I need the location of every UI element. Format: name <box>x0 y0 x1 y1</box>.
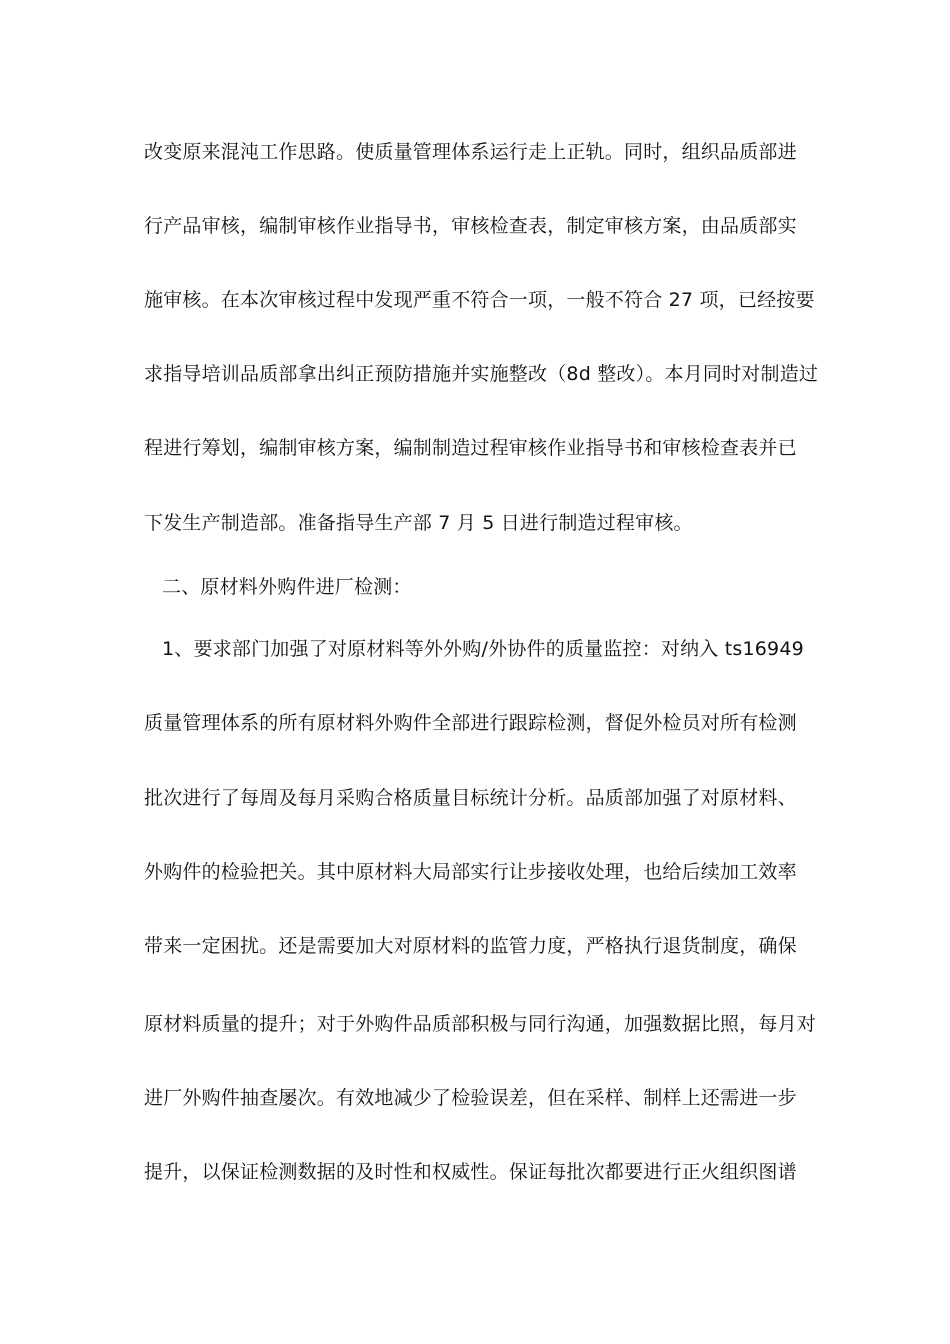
paragraph-line: 施审核。在本次审核过程中发现严重不符合一项，一般不符合 27 项，已经按要 <box>144 289 815 311</box>
paragraph-line: 程进行筹划，编制审核方案，编制制造过程审核作业指导书和审核检查表并已 <box>144 437 797 459</box>
paragraph-line: 原材料质量的提升；对于外购件品质部积极与同行沟通，加强数据比照，每月对 <box>144 1013 817 1035</box>
paragraph-line: 下发生产制造部。准备指导生产部 7 月 5 日进行制造过程审核。 <box>144 512 693 534</box>
paragraph-line: 行产品审核，编制审核作业指导书，审核检查表，制定审核方案，由品质部实 <box>144 215 797 237</box>
paragraph-line: 质量管理体系的所有原材料外购件全部进行跟踪检测，督促外检员对所有检测 <box>144 712 797 734</box>
paragraph-line: 改变原来混沌工作思路。使质量管理体系运行走上正轨。同时，组织品质部进 <box>144 141 797 163</box>
paragraph-line: 带来一定困扰。还是需要加大对原材料的监管力度，严格执行退货制度，确保 <box>144 935 797 957</box>
paragraph-line: 求指导培训品质部拿出纠正预防措施并实施整改（8d 整改）。本月同时对制造过 <box>144 363 819 385</box>
section-heading: 二、原材料外购件进厂检测： <box>162 576 412 598</box>
paragraph-line: 提升，以保证检测数据的及时性和权威性。保证每批次都要进行正火组织图谱 <box>144 1161 797 1183</box>
list-item-first-line: 1、要求部门加强了对原材料等外外购/外协件的质量监控：对纳入 ts16949 <box>162 638 804 660</box>
paragraph-line: 外购件的检验把关。其中原材料大局部实行让步接收处理，也给后续加工效率 <box>144 861 797 883</box>
paragraph-line: 批次进行了每周及每月采购合格质量目标统计分析。品质部加强了对原材料、 <box>144 787 797 809</box>
paragraph-line: 进厂外购件抽查屡次。有效地减少了检验误差，但在采样、制样上还需进一步 <box>144 1087 797 1109</box>
